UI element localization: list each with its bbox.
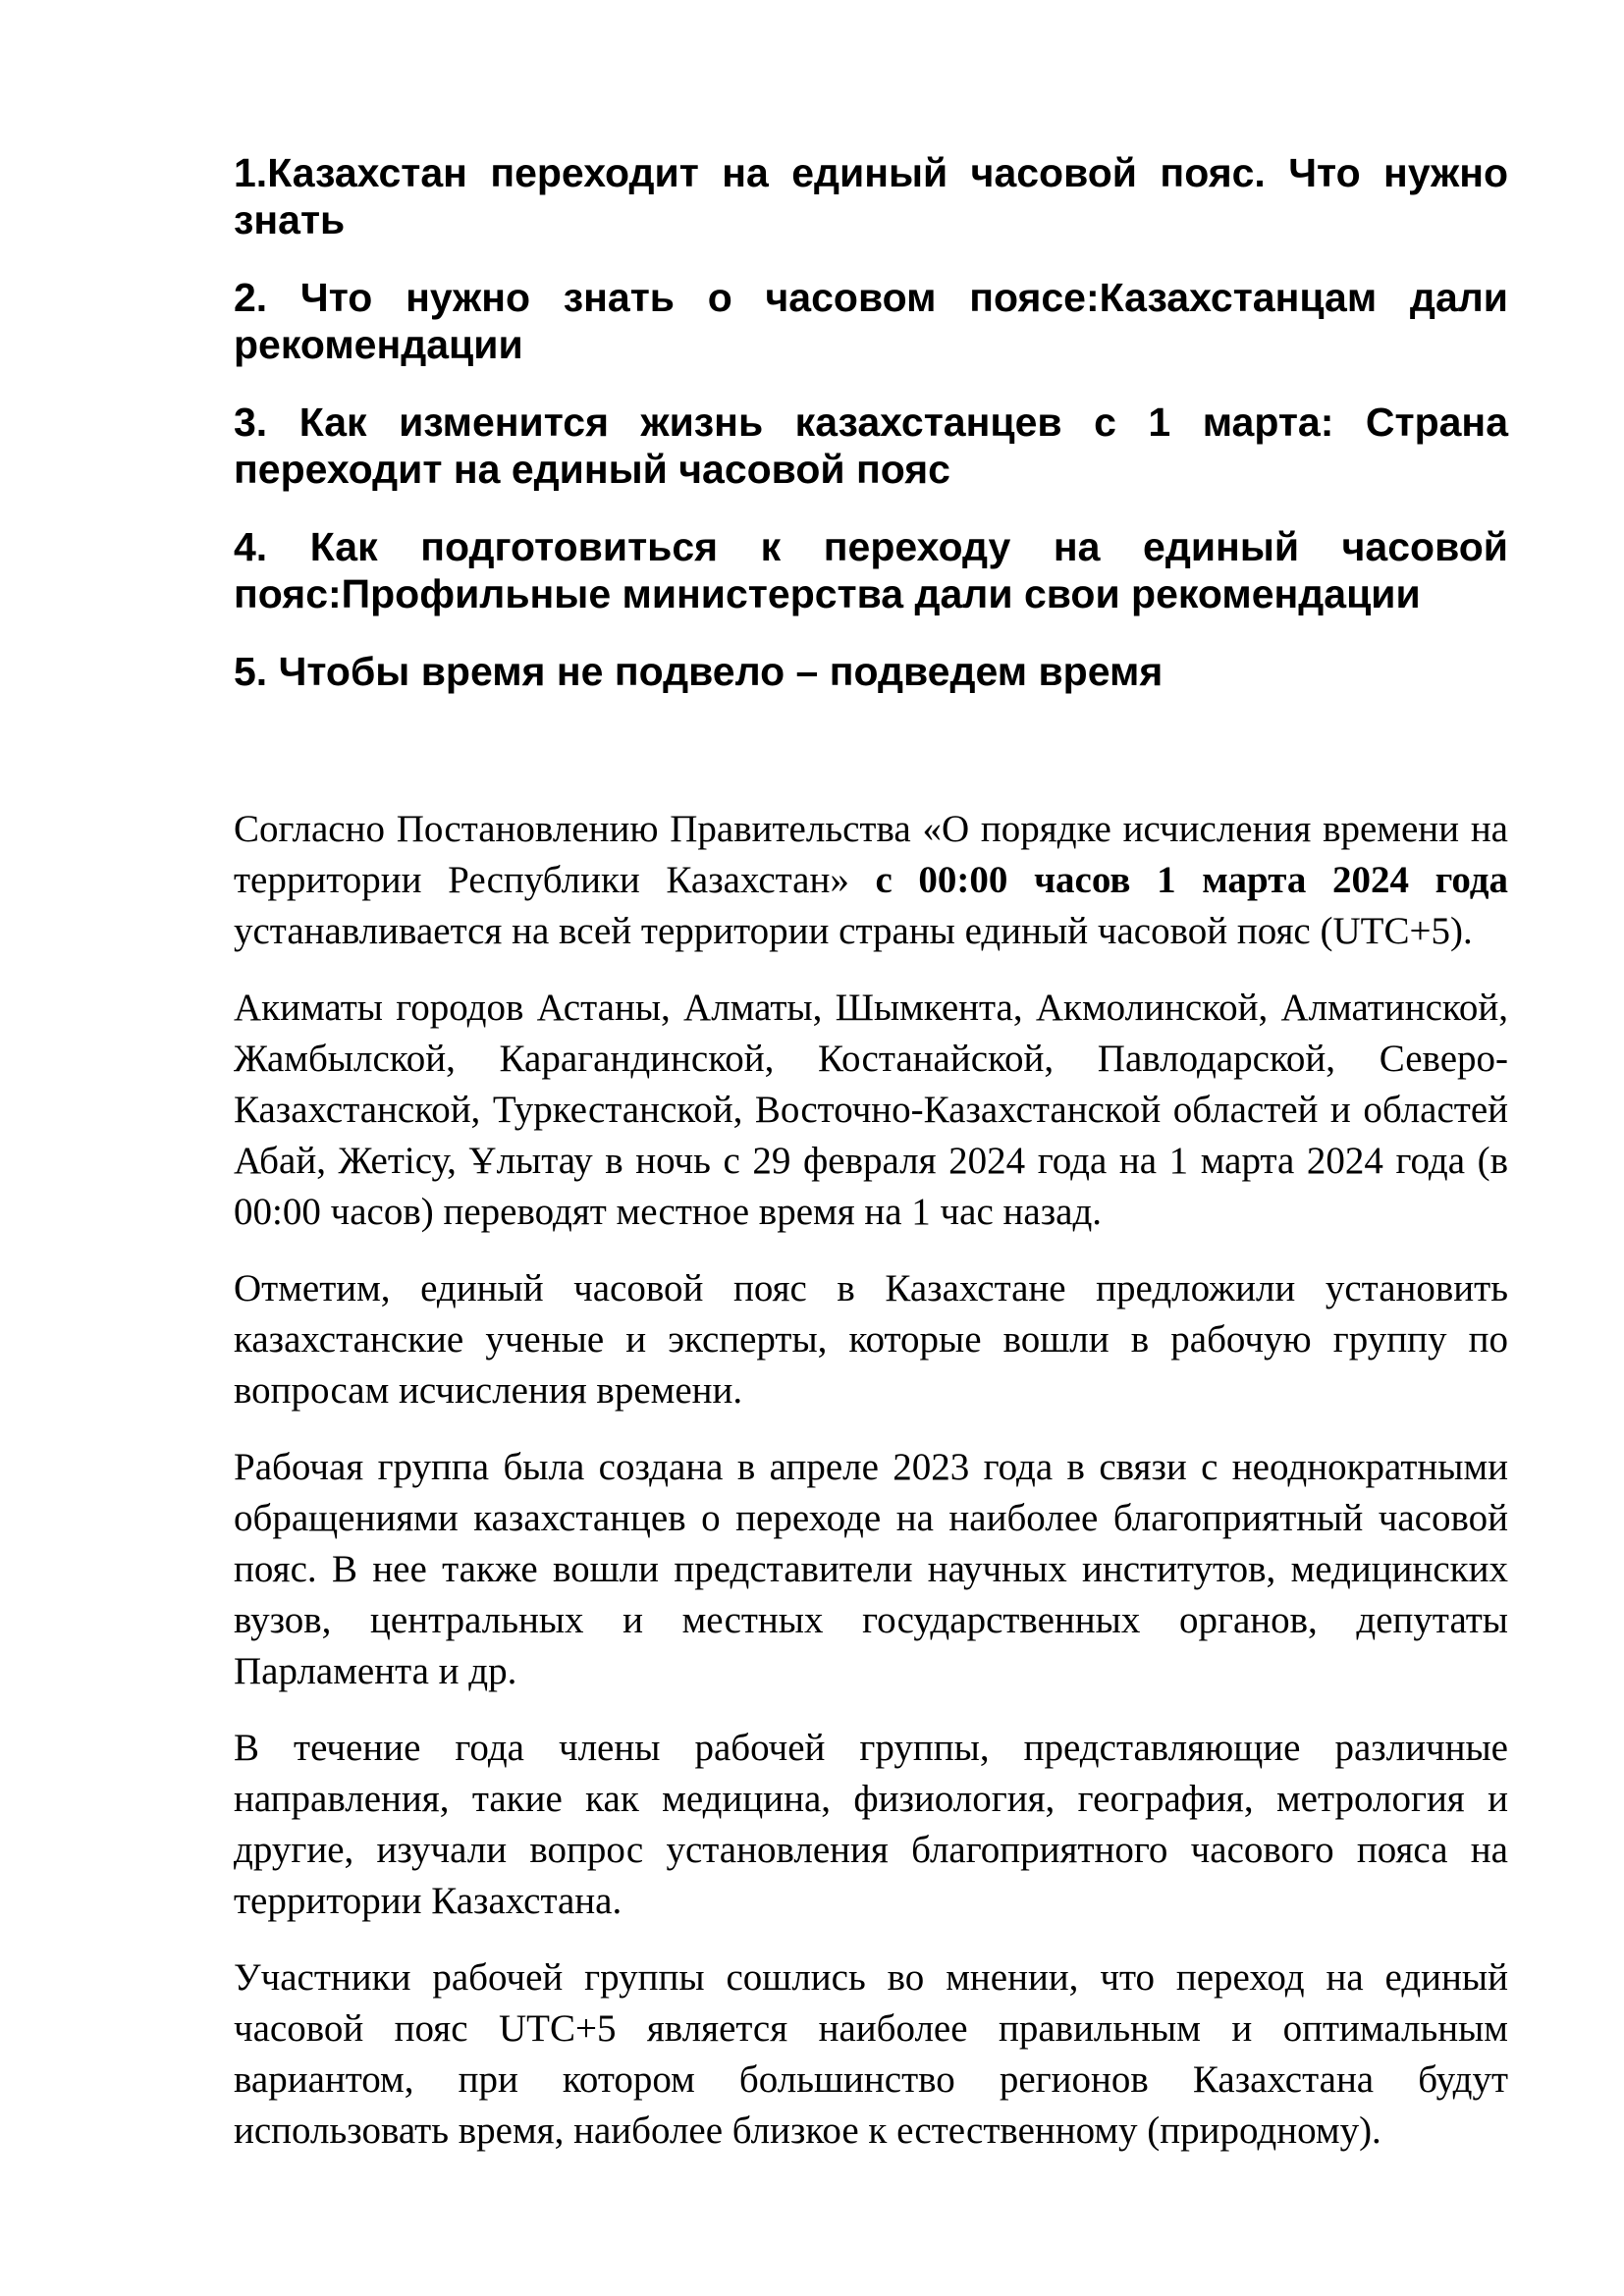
headline-5: 5. Чтобы время не подвело – подведем время bbox=[234, 649, 1164, 694]
paragraph-proposal-by-experts: Отметим, единый часовой пояс в Казахстане предложили установить казахстанские ученые и эксперты, которые вошли в рабочую группу по вопросам исчисления времени. bbox=[234, 1267, 1508, 1412]
headline-3: 3. Как изменится жизнь казахстанцев с 1 марта: Страна переходит на единый часовой пояс bbox=[234, 400, 1508, 492]
document-content bbox=[234, 149, 1508, 2157]
paragraph-group-conclusion: Участники рабочей группы сошлись во мнении, что переход на единый часовой пояс UTC+5 является наиболее правильным и оптимальным вариантом, при котором большинство регионов Казахстана будут использовать время, наиболее близкое к естественному (природному). bbox=[234, 1956, 1508, 2152]
headline-1: 1.Казахстан переходит на единый часовой пояс. Что нужно знать bbox=[234, 150, 1508, 242]
headline-4: 4. Как подготовиться к переходу на единый часовой пояс:Профильные министерства дали свои рекомендации bbox=[234, 524, 1508, 616]
paragraph-working-group-created: Рабочая группа была создана в апреле 2023 года в связи с неоднократными обращениями казахстанцев о переходе на наиболее благоприятный часовой пояс. В нее также вошли представители научных институтов, медицинских вузов, центральных и местных государственных органов, депутаты Парламента и др. bbox=[234, 1446, 1508, 1692]
intro-text-before-bold: Согласно Постановлению Правительства «О порядке исчисления времени на территории Республики Казахстан» bbox=[234, 808, 1508, 901]
intro-bold-date: с 00:00 часов 1 марта 2024 года bbox=[875, 859, 1508, 901]
section-spacer bbox=[234, 725, 1508, 804]
paragraph-intro bbox=[234, 804, 1508, 957]
paragraph-group-research: В течение года члены рабочей группы, представляющие различные направления, такие как медицина, физиология, география, метрология и другие, изучали вопрос установления благоприятного часового пояса на территории Казахстана. bbox=[234, 1727, 1508, 1922]
headline-2: 2. Что нужно знать о часовом поясе:Казахстанцам дали рекомендации bbox=[234, 275, 1508, 367]
intro-text-after-bold: устанавливается на всей территории страны единый часовой пояс (UTC+5). bbox=[234, 910, 1473, 952]
paragraph-akimats-time-shift: Акиматы городов Астаны, Алматы, Шымкента, Акмолинской, Алматинской, Жамбылской, Карагандинской, Костанайской, Павлодарской, Северо-Казахстанской, Туркестанской, Восточно-Казахстанской областей и областей Абай, Жетісу, Ұлытау в ночь с 29 февраля 2024 года на 1 марта 2024 года (в 00:00 часов) переводят местное время на 1 час назад. bbox=[234, 987, 1508, 1233]
